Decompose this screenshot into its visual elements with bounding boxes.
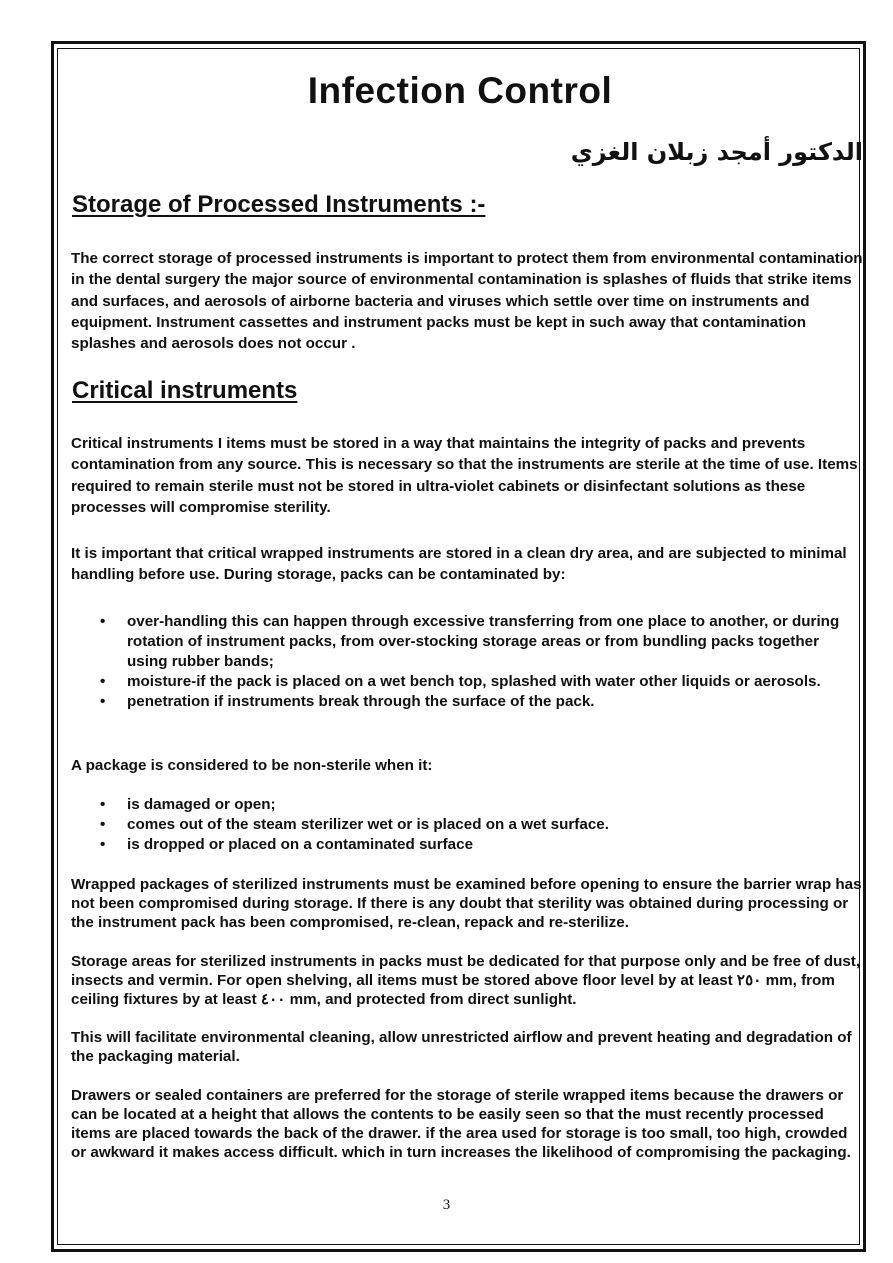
bullet-icon: • — [100, 613, 106, 630]
paragraph-non-sterile: A package is considered to be non-sterile when it: — [71, 757, 433, 774]
bullet-icon: • — [100, 836, 106, 853]
list-item: • is damaged or open; — [100, 796, 276, 813]
page-number: 3 — [442, 1197, 451, 1213]
list-item: • over-handling this can happen through excessive transferring from one place to another, or during rotation of instrument packs, from over-stocking storage areas or from bundling packs together using rubber bands; — [100, 613, 840, 670]
heading-critical-instruments: Critical instruments — [72, 377, 298, 404]
paragraph-storage-areas: Storage areas for sterilized instruments in packs must be dedicated for that purpose only and be free of dust, insects and vermin. For open shelving, all items must be stored above floor level by at least ٢٥٠ mm, from ceiling fixtures by at least ٤٠٠ mm, and protected from direct sunlight. — [71, 953, 861, 1008]
author-name: الدكتور أمجد زبلان الغزي — [570, 138, 863, 166]
paragraph-drawers: Drawers or sealed containers are preferred for the storage of sterile wrapped items because the drawers or can be located at a height that allows the contents to be easily seen so that the must recently processed items are placed towards the back of the drawer. if the area used for storage is too small, too high, crowded or awkward it makes access difficult. which in turn increases the likelihood of compromising the packaging. — [71, 1087, 851, 1161]
list-item: • penetration if instruments break through the surface of the pack. — [100, 693, 595, 710]
paragraph-wrapped-packages: Wrapped packages of sterilized instruments must be examined before opening to ensure the barrier wrap has not been compromised during storage. If there is any doubt that sterility was obtained during processing or the instrument pack has been compromised, re-clean, repack and re-sterilize. — [71, 876, 862, 931]
list-item: • is dropped or placed on a contaminated surface — [100, 836, 474, 853]
paragraph-environmental-cleaning: This will facilitate environmental cleaning, allow unrestricted airflow and prevent heating and degradation of the packaging material. — [71, 1029, 852, 1065]
bullet-icon: • — [100, 816, 106, 833]
bullet-icon: • — [100, 796, 106, 813]
list-item: • comes out of the steam sterilizer wet or is placed on a wet surface. — [100, 816, 609, 833]
contamination-list — [71, 612, 863, 712]
paragraph-critical-1: Critical instruments I items must be stored in a way that maintains the integrity of packs and prevents contamination from any source. This is necessary so that the instruments are sterile at the time of use. Items required to remain sterile must not be stored in ultra-violet cabinets or disinfectant solutions as these processes will compromise sterility. — [71, 435, 858, 516]
document-title: Infection Control — [307, 70, 613, 111]
heading-storage: Storage of Processed Instruments :- — [72, 191, 486, 218]
paragraph-critical-2: It is important that critical wrapped instruments are stored in a clean dry area, and are subjected to minimal handling before use. During storage, packs can be contaminated by: — [71, 545, 847, 584]
non-sterile-list — [71, 795, 863, 855]
bullet-icon: • — [100, 673, 106, 690]
paragraph-storage-intro: The correct storage of processed instruments is important to protect them from environmental contamination in the dental surgery the major source of environmental contamination is splashes of fluids that strike items and surfaces, and aerosols of airborne bacteria and viruses which settle over time on instruments and equipment. Instrument cassettes and instrument packs must be kept in such away that contamination splashes and aerosols does not occur . — [71, 250, 863, 353]
list-item: • moisture-if the pack is placed on a wet bench top, splashed with water other liquids or aerosols. — [100, 673, 821, 690]
bullet-icon: • — [100, 693, 106, 710]
